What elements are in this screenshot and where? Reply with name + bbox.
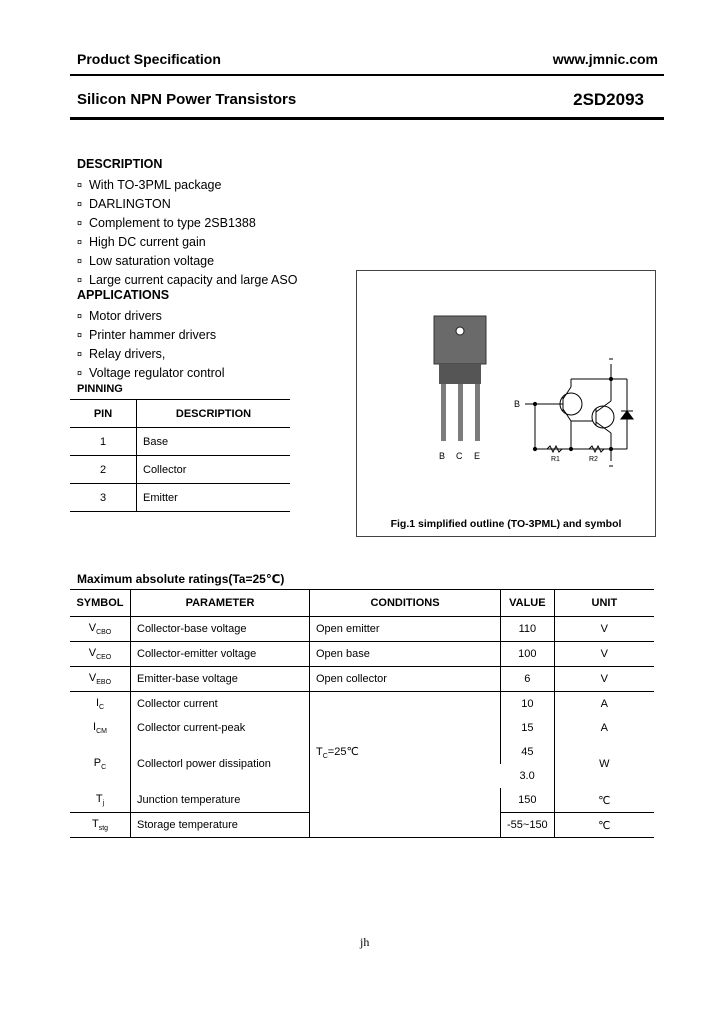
bullet-icon: ¤ (77, 198, 83, 209)
col-description: DESCRIPTION (137, 400, 291, 428)
bullet-icon: ¤ (77, 255, 83, 266)
value-cell: 110 (501, 617, 555, 642)
unit-cell: A (554, 716, 654, 740)
parameter-cell: Storage temperature (131, 813, 310, 838)
table-header-row (70, 400, 290, 428)
value-cell: 100 (501, 642, 555, 667)
resistor-r1-label: R1 (551, 456, 560, 463)
conditions-cell: Open base (310, 642, 501, 667)
parameter-cell: Collector-base voltage (131, 617, 310, 642)
value-cell: 6 (501, 667, 555, 692)
bullet-icon: ¤ (77, 367, 83, 378)
symbol-base-label: B (514, 399, 521, 409)
list-item: ¤ Relay drivers, (77, 346, 166, 361)
bullet-icon: ¤ (77, 274, 83, 285)
header-rule-bottom (70, 117, 664, 120)
symbol-cell: $P_C$ (93, 756, 107, 772)
figure-box (356, 270, 656, 537)
table-row (70, 428, 290, 456)
conditions-cell: Open collector (310, 667, 501, 692)
bullet-icon: ¤ (77, 217, 83, 228)
pin-label-c: C (456, 451, 463, 461)
pin-description: Collector (137, 456, 291, 484)
list-item: ¤ Large current capacity and large ASO (77, 272, 298, 287)
symbol-cell: $T_j$ (70, 788, 131, 813)
list-item: ¤ Voltage regulator control (77, 365, 225, 380)
darlington-symbol-icon (525, 359, 633, 466)
symbol-cell: $V_{CEO}$ (70, 642, 131, 667)
conditions-cell: $T_C=25℃$ (310, 692, 501, 813)
unit-cell: ℃ (554, 788, 654, 813)
pinning-heading: PINNING (77, 383, 123, 395)
symbol-cell: $V_{CBO}$ (70, 617, 131, 642)
parameter-cell: Junction temperature (131, 788, 310, 813)
ratings-table (70, 589, 654, 838)
header-rule-top (70, 74, 664, 76)
pin-label-b: B (439, 451, 446, 461)
pinning-table (70, 399, 290, 512)
table-row (70, 617, 654, 642)
pin-number: 3 (70, 484, 137, 512)
package-and-symbol-drawing (357, 271, 655, 511)
footer-mark: jh (360, 935, 370, 949)
pin-description: Emitter (137, 484, 291, 512)
parameter-cell: Collector-emitter voltage (131, 642, 310, 667)
conditions-cell (310, 813, 501, 838)
applications-list (77, 306, 225, 382)
description-list (77, 175, 297, 289)
bullet-icon: ¤ (77, 236, 83, 247)
table-row (70, 456, 290, 484)
parameter-cell: Collectorl power dissipation (131, 740, 310, 788)
part-number: 2SD2093 (573, 90, 644, 109)
unit-cell: W (554, 740, 654, 788)
description-heading: DESCRIPTION (77, 157, 163, 171)
table-row (70, 667, 654, 692)
col-pin: PIN (70, 400, 137, 428)
table-row (70, 813, 654, 838)
parameter-cell: Emitter-base voltage (131, 667, 310, 692)
pin-label-e: E (474, 451, 481, 461)
header-left: Product Specification (77, 51, 221, 67)
parameter-cell: Collector current-peak (131, 716, 310, 740)
parameter-cell: Collector current (131, 692, 310, 717)
page-title: Silicon NPN Power Transistors (77, 91, 297, 108)
symbol-cell: $I_{CM}$ (93, 720, 107, 736)
col-value: VALUE (501, 590, 555, 617)
resistor-r2-label: R2 (589, 456, 598, 463)
bullet-icon: ¤ (77, 348, 83, 359)
symbol-cell: $V_{EBO}$ (70, 667, 131, 692)
value-cell: 3.0 (519, 770, 535, 782)
pin-description: Base (137, 428, 291, 456)
value-cell: 150 (501, 788, 555, 813)
conditions-cell: Open emitter (310, 617, 501, 642)
pin-number: 1 (70, 428, 137, 456)
value-cell: 15 (501, 716, 555, 740)
col-parameter: PARAMETER (131, 590, 310, 617)
list-item: ¤ DARLINGTON (77, 196, 171, 211)
unit-cell: V (554, 667, 654, 692)
package-outline-icon (434, 316, 486, 441)
unit-cell: ℃ (554, 813, 654, 838)
unit-cell: V (554, 617, 654, 642)
pin-number: 2 (70, 456, 137, 484)
col-conditions: CONDITIONS (310, 590, 501, 617)
table-row (70, 642, 654, 667)
list-item: ¤ Low saturation voltage (77, 253, 215, 268)
list-item: ¤ Printer hammer drivers (77, 327, 217, 342)
symbol-cell: $I_C$ (95, 696, 105, 712)
symbol-cell: $T_{stg}$ (70, 813, 131, 838)
unit-cell: V (554, 642, 654, 667)
table-row (70, 484, 290, 512)
table-header-row (70, 590, 654, 617)
list-item: ¤ With TO-3PML package (77, 177, 222, 192)
col-symbol: SYMBOL (70, 590, 131, 617)
unit-cell: A (554, 692, 654, 717)
bullet-icon: ¤ (77, 310, 83, 321)
list-item: ¤ High DC current gain (77, 234, 206, 249)
value-cell: 10 (501, 692, 555, 717)
bullet-icon: ¤ (77, 329, 83, 340)
value-cell: -55~150 (501, 813, 555, 838)
list-item: ¤ Motor drivers (77, 308, 162, 323)
col-unit: UNIT (554, 590, 654, 617)
table-row (70, 692, 654, 717)
figure-caption: Fig.1 simplified outline (TO-3PML) and symbol (390, 518, 622, 530)
applications-heading: APPLICATIONS (77, 288, 170, 302)
list-item: ¤ Complement to type 2SB1388 (77, 215, 256, 230)
bullet-icon: ¤ (77, 179, 83, 190)
value-cell: 45 (501, 740, 555, 764)
header-url[interactable]: www.jmnic.com (552, 51, 658, 67)
ratings-heading: Maximum absolute ratings(Ta=25℃) (77, 572, 285, 586)
